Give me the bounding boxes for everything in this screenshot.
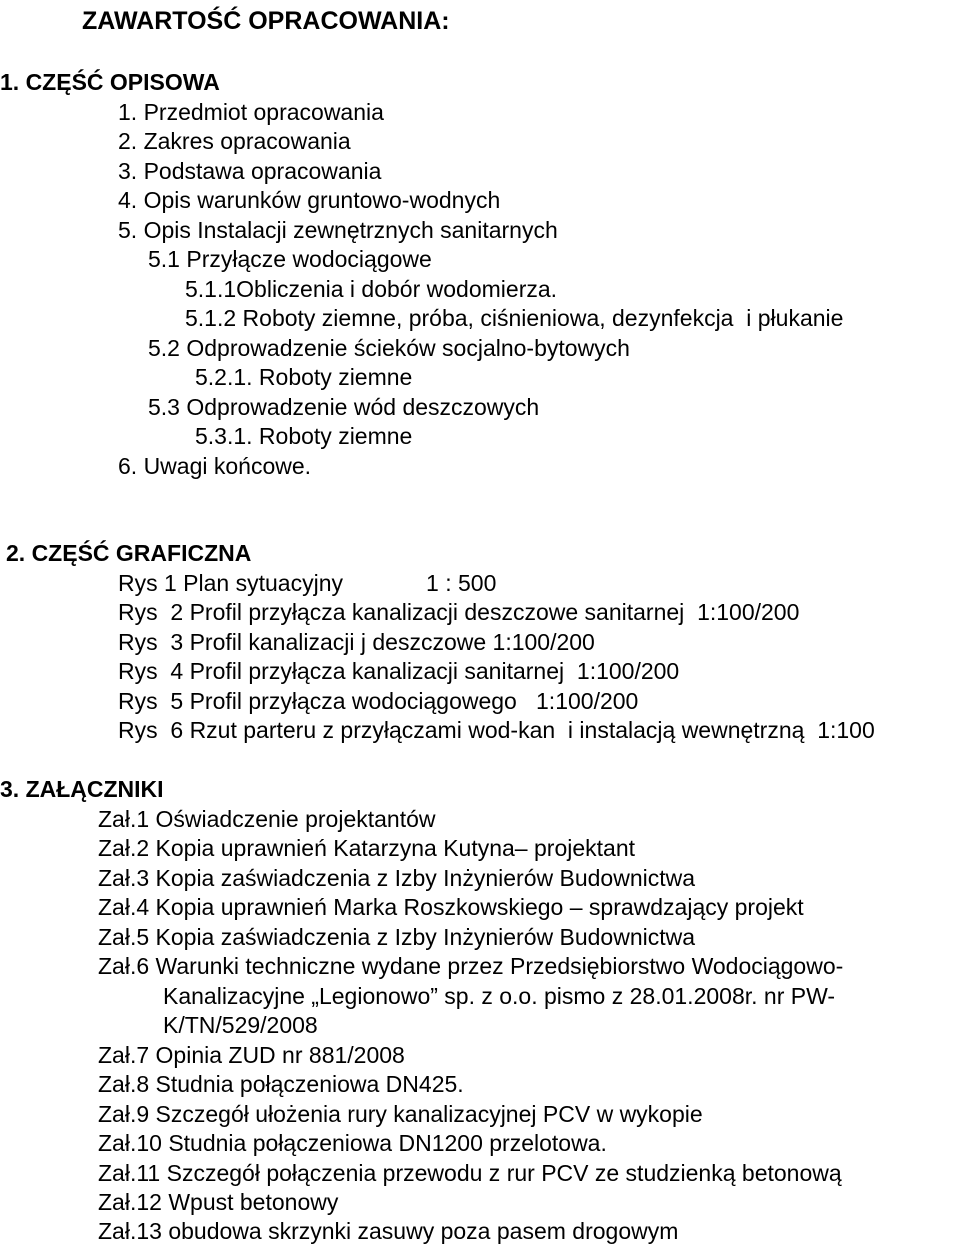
list-item: Zał.12 Wpust betonowy xyxy=(98,1189,339,1215)
list-item: 1. Przedmiot opracowania xyxy=(118,99,384,125)
list-item: 3. Podstawa opracowania xyxy=(118,158,382,184)
section-heading-zalaczniki: 3. ZAŁĄCZNIKI xyxy=(0,776,164,802)
list-item: Rys 4 Profil przyłącza kanalizacji sanitarnej 1:100/200 xyxy=(118,658,680,684)
list-item: Zał.2 Kopia uprawnień Katarzyna Kutyna– projektant xyxy=(98,835,635,861)
list-item: 2. Zakres opracowania xyxy=(118,128,351,154)
list-item: 5.3 Odprowadzenie wód deszczowych xyxy=(148,394,540,420)
list-item: Zał.3 Kopia zaświadczenia z Izby Inżynierów Budownictwa xyxy=(98,865,696,891)
list-item: Rys 3 Profil kanalizacji j deszczowe 1:100/200 xyxy=(118,629,595,655)
list-item: Zał.10 Studnia połączeniowa DN1200 przelotowa. xyxy=(98,1130,607,1156)
list-item: Zał.7 Opinia ZUD nr 881/2008 xyxy=(98,1042,405,1068)
document-title: ZAWARTOŚĆ OPRACOWANIA: xyxy=(82,7,450,35)
list-item: 5.1 Przyłącze wodociągowe xyxy=(148,246,432,272)
list-item: 4. Opis warunków gruntowo-wodnych xyxy=(118,187,501,213)
list-item: Zał.11 Szczegół połączenia przewodu z rur PCV ze studzienką betonową xyxy=(98,1160,842,1186)
list-item: Rys 2 Profil przyłącza kanalizacji deszczowe sanitarnej 1:100/200 xyxy=(118,599,800,625)
list-item: 5.2 Odprowadzenie ścieków socjalno-bytowych xyxy=(148,335,630,361)
list-item: Rys 5 Profil przyłącza wodociągowego 1:100/200 xyxy=(118,688,639,714)
list-item: 5.2.1. Roboty ziemne xyxy=(195,364,413,390)
list-item: 5.3.1. Roboty ziemne xyxy=(195,423,413,449)
list-item: Zał.4 Kopia uprawnień Marka Roszkowskiego – sprawdzający projekt xyxy=(98,894,804,920)
section-heading-graficzna: 2. CZĘŚĆ GRAFICZNA xyxy=(6,540,252,566)
list-item-continuation: K/TN/529/2008 xyxy=(163,1012,318,1038)
list-item: Zał.13 obudowa skrzynki zasuwy poza pasem drogowym xyxy=(98,1218,679,1244)
list-item: Zał.6 Warunki techniczne wydane przez Przedsiębiorstwo Wodociągowo- xyxy=(98,953,844,979)
list-item: Zał.8 Studnia połączeniowa DN425. xyxy=(98,1071,464,1097)
list-item: Zał.5 Kopia zaświadczenia z Izby Inżynierów Budownictwa xyxy=(98,924,696,950)
list-item: Rys 6 Rzut parteru z przyłączami wod-kan i instalacją wewnętrzną 1:100 xyxy=(118,717,875,743)
list-item: 5. Opis Instalacji zewnętrznych sanitarnych xyxy=(118,217,558,243)
list-item-continuation: Kanalizacyjne „Legionowo” sp. z o.o. pismo z 28.01.2008r. nr PW- xyxy=(163,983,836,1009)
list-item: Zał.9 Szczegół ułożenia rury kanalizacyjnej PCV w wykopie xyxy=(98,1101,703,1127)
section-heading-opisowa: 1. CZĘŚĆ OPISOWA xyxy=(0,69,220,95)
list-item: 5.1.1Obliczenia i dobór wodomierza. xyxy=(185,276,558,302)
list-item: 5.1.2 Roboty ziemne, próba, ciśnieniowa, dezynfekcja i płukanie xyxy=(185,305,844,331)
list-item: 6. Uwagi końcowe. xyxy=(118,453,312,479)
list-item: Zał.1 Oświadczenie projektantów xyxy=(98,806,436,832)
list-item: Rys 1 Plan sytuacyjny 1 : 500 xyxy=(118,570,497,596)
